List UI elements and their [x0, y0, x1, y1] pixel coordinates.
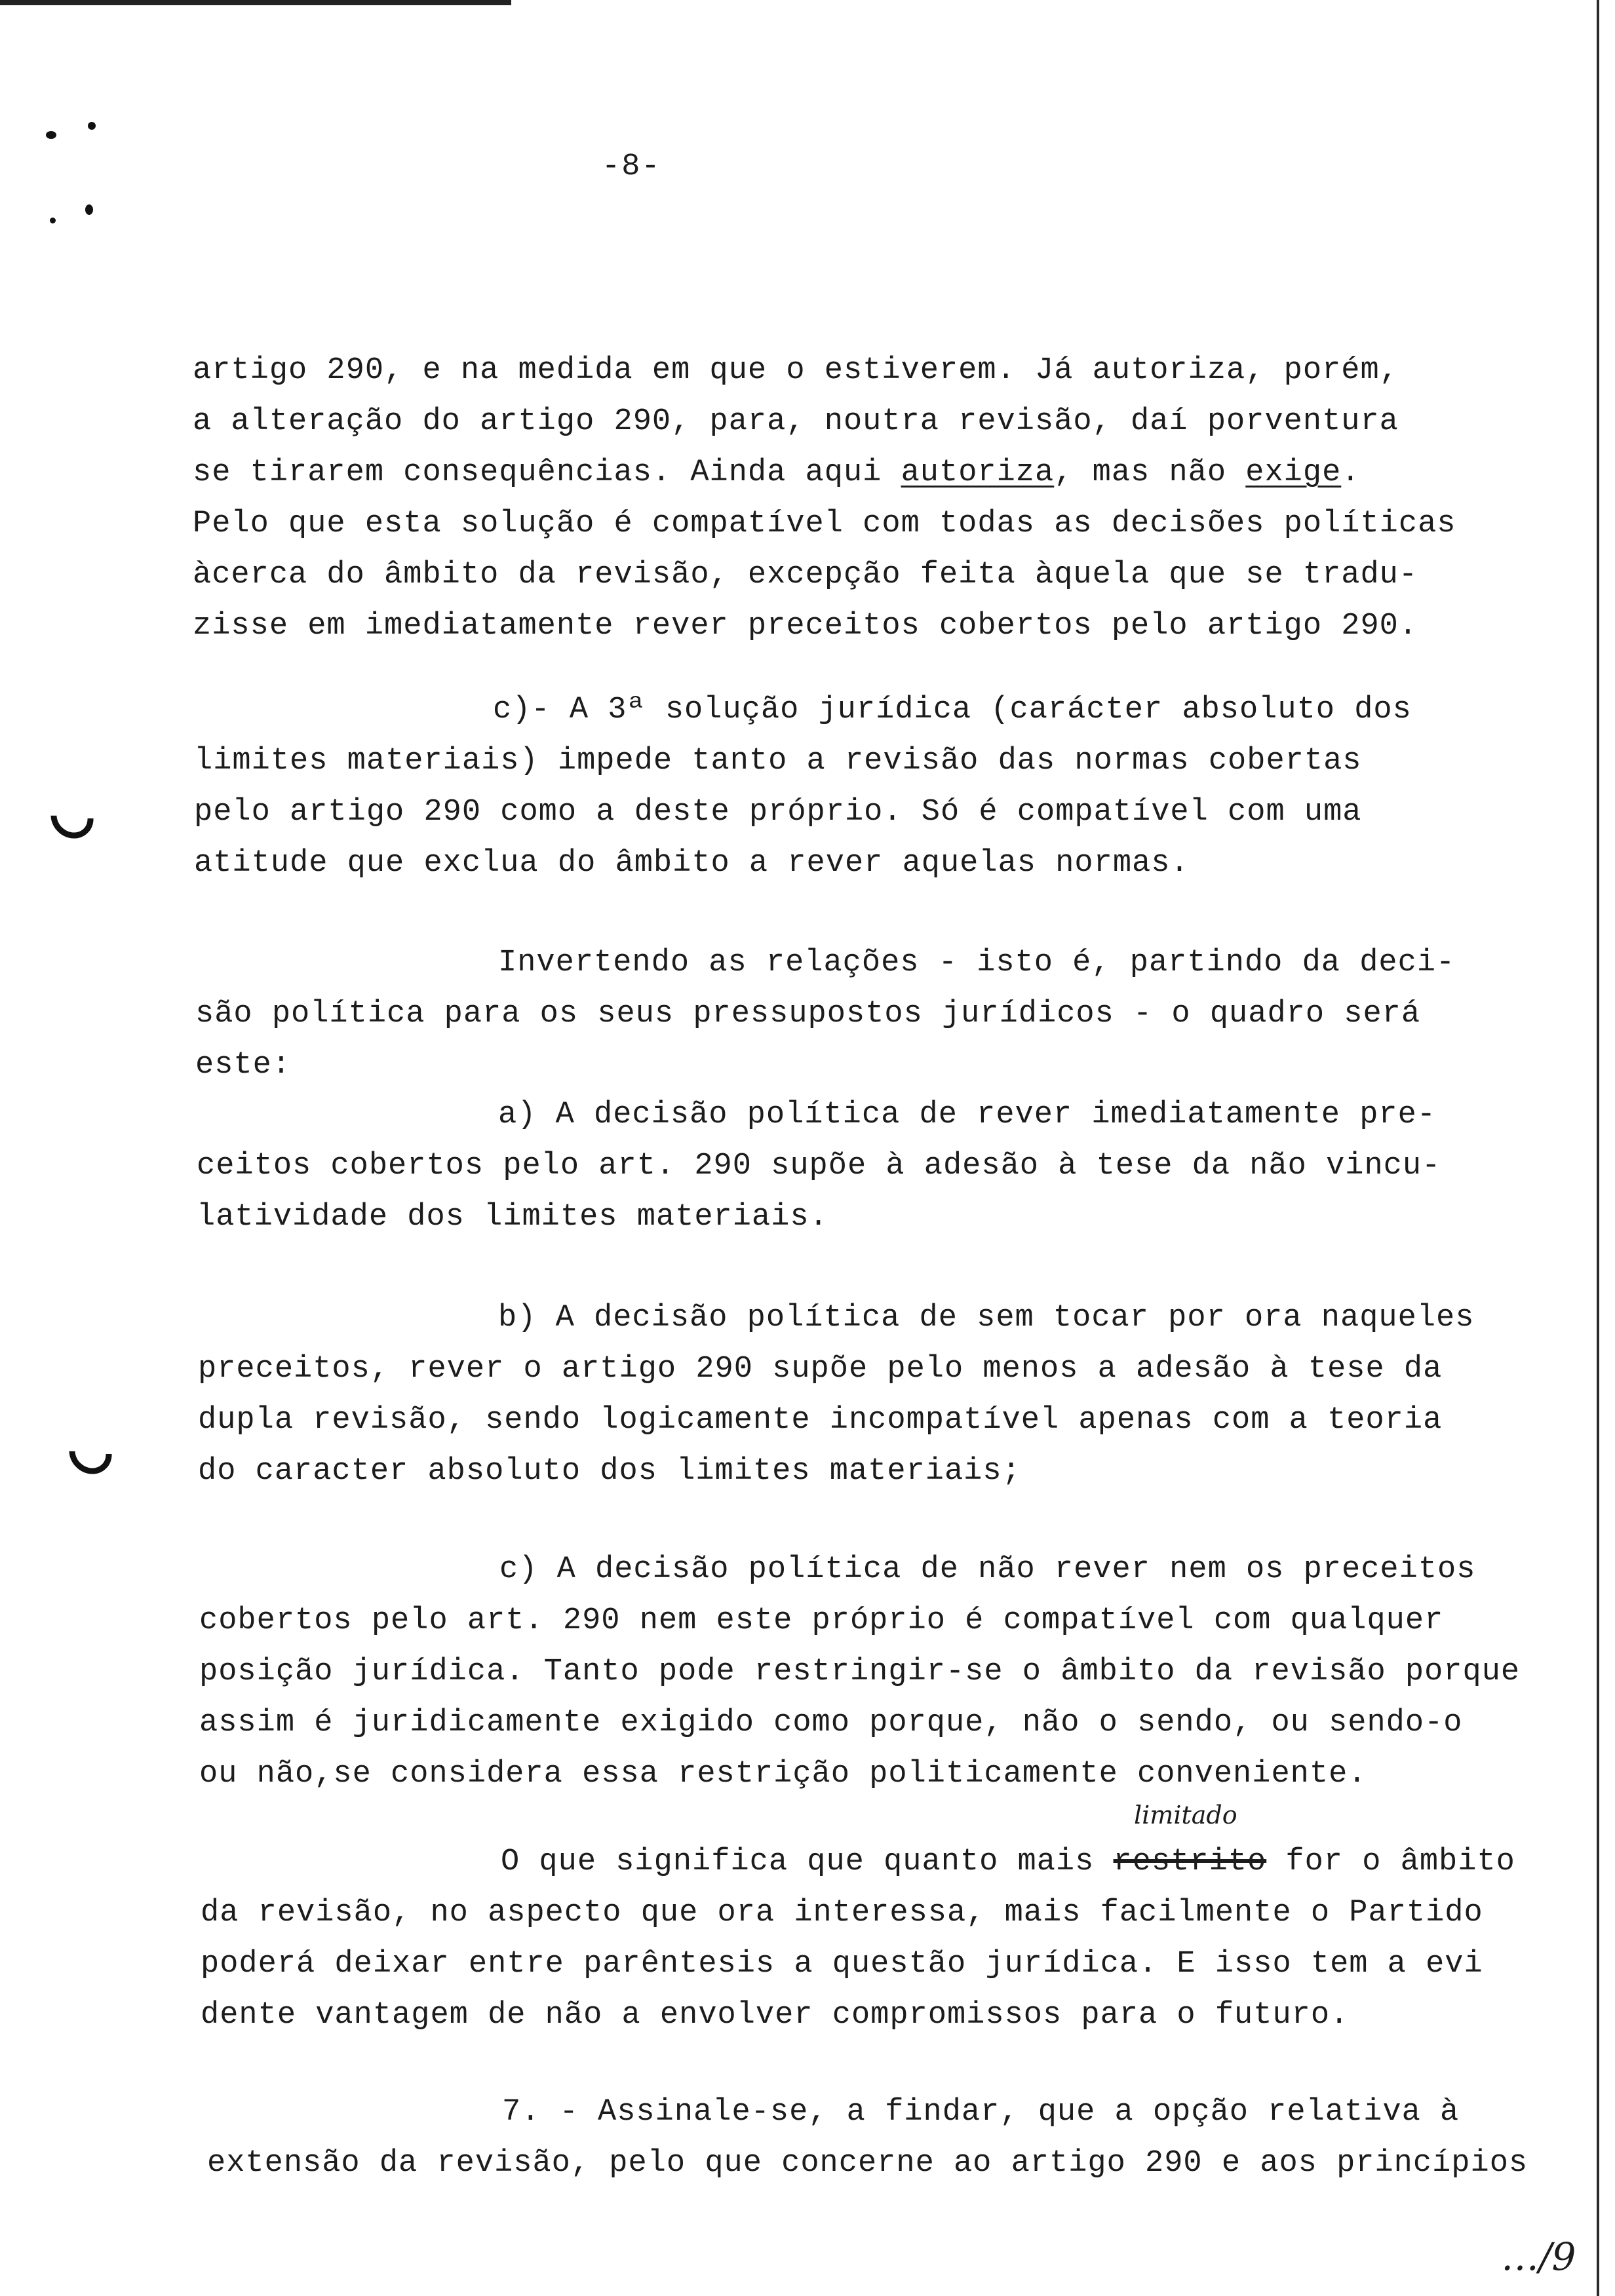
- scan-edge-right: [1597, 0, 1599, 2296]
- text-line: do caracter absoluto dos limites materiais;: [198, 1454, 1021, 1489]
- page-number: -8-: [602, 149, 661, 184]
- text-line: cobertos pelo art. 290 nem este próprio é compatível com qualquer: [199, 1603, 1444, 1638]
- scan-edge-top: [0, 0, 511, 5]
- text-line: preceitos, rever o artigo 290 supõe pelo menos a adesão à tese da: [198, 1352, 1443, 1387]
- scan-speck: [50, 218, 56, 223]
- handwritten-insertion: limitado: [1134, 1801, 1237, 1829]
- text-line: são política para os seus pressupostos jurídicos - o quadro será: [195, 997, 1421, 1031]
- text-line: Invertendo as relações - isto é, partindo da deci-: [498, 946, 1456, 980]
- text-fragment: for o âmbito: [1266, 1845, 1515, 1879]
- text-line: pelo artigo 290 como a deste próprio. Só é compatível com uma: [194, 795, 1362, 830]
- text-line: a alteração do artigo 290, para, noutra revisão, daí porventura: [193, 404, 1399, 439]
- text-line: zisse em imediatamente rever preceitos cobertos pelo artigo 290.: [193, 609, 1418, 643]
- text-line: a) A decisão política de rever imediatamente pre-: [498, 1098, 1437, 1132]
- text-line: extensão da revisão, pelo que concerne ao artigo 290 e aos princípios: [207, 2146, 1528, 2181]
- text-fragment: se tirarem consequências. Ainda aqui: [193, 455, 901, 490]
- scan-speck: [46, 131, 56, 139]
- text-fragment: O que significa que quanto mais: [501, 1845, 1114, 1879]
- text-line: dente vantagem de não a envolver compromissos para o futuro.: [201, 1998, 1350, 2033]
- text-line: 7. - Assinale-se, a findar, que a opção relativa à: [502, 2095, 1460, 2130]
- text-line: Pelo que esta solução é compatível com todas as decisões políticas: [193, 507, 1456, 541]
- scan-speck: [88, 122, 96, 130]
- punch-hole-mark: [60, 1423, 121, 1483]
- text-line: da revisão, no aspecto que ora interessa, mais facilmente o Partido: [201, 1896, 1483, 1930]
- text-line: assim é juridicamente exigido como porque, não o sendo, ou sendo-o: [199, 1706, 1463, 1740]
- text-line: c) A decisão política de não rever nem os preceitos: [499, 1552, 1476, 1587]
- text-line: latividade dos limites materiais.: [197, 1200, 828, 1234]
- text-line: [193, 457, 1361, 488]
- text-line: poderá deixar entre parêntesis a questão jurídica. E isso tem a evi: [201, 1947, 1483, 1981]
- text-line: artigo 290, e na medida em que o estiverem. Já autoriza, porém,: [193, 353, 1399, 388]
- text-line: b) A decisão política de sem tocar por ora naqueles: [498, 1301, 1475, 1335]
- underlined-word: autoriza: [901, 455, 1055, 490]
- struck-word: restrito: [1113, 1845, 1267, 1879]
- text-line: c)- A 3ª solução jurídica (carácter absoluto dos: [493, 693, 1412, 727]
- text-line: limites materiais) impede tanto a revisão das normas cobertas: [194, 744, 1362, 778]
- underlined-word: exige: [1245, 455, 1342, 490]
- scan-speck: [85, 204, 93, 215]
- text-line: àcerca do âmbito da revisão, excepção feita àquela que se tradu-: [193, 558, 1418, 592]
- punch-hole-mark: [42, 787, 102, 847]
- text-line: este:: [195, 1048, 292, 1082]
- text-line: atitude que exclua do âmbito a rever aquelas normas.: [194, 846, 1190, 881]
- continuation-mark: …/9: [1501, 2234, 1576, 2279]
- text-line: posição jurídica. Tanto pode restringir-se o âmbito da revisão porque: [199, 1655, 1521, 1689]
- text-line: ceitos cobertos pelo art. 290 supõe à adesão à tese da não vincu-: [197, 1149, 1441, 1183]
- text-line: dupla revisão, sendo logicamente incompatível apenas com a teoria: [198, 1403, 1443, 1438]
- text-fragment: , mas não: [1054, 455, 1246, 490]
- text-line: [501, 1846, 1515, 1877]
- text-fragment: .: [1341, 455, 1361, 490]
- text-line: ou não,se considera essa restrição politicamente conveniente.: [199, 1757, 1367, 1791]
